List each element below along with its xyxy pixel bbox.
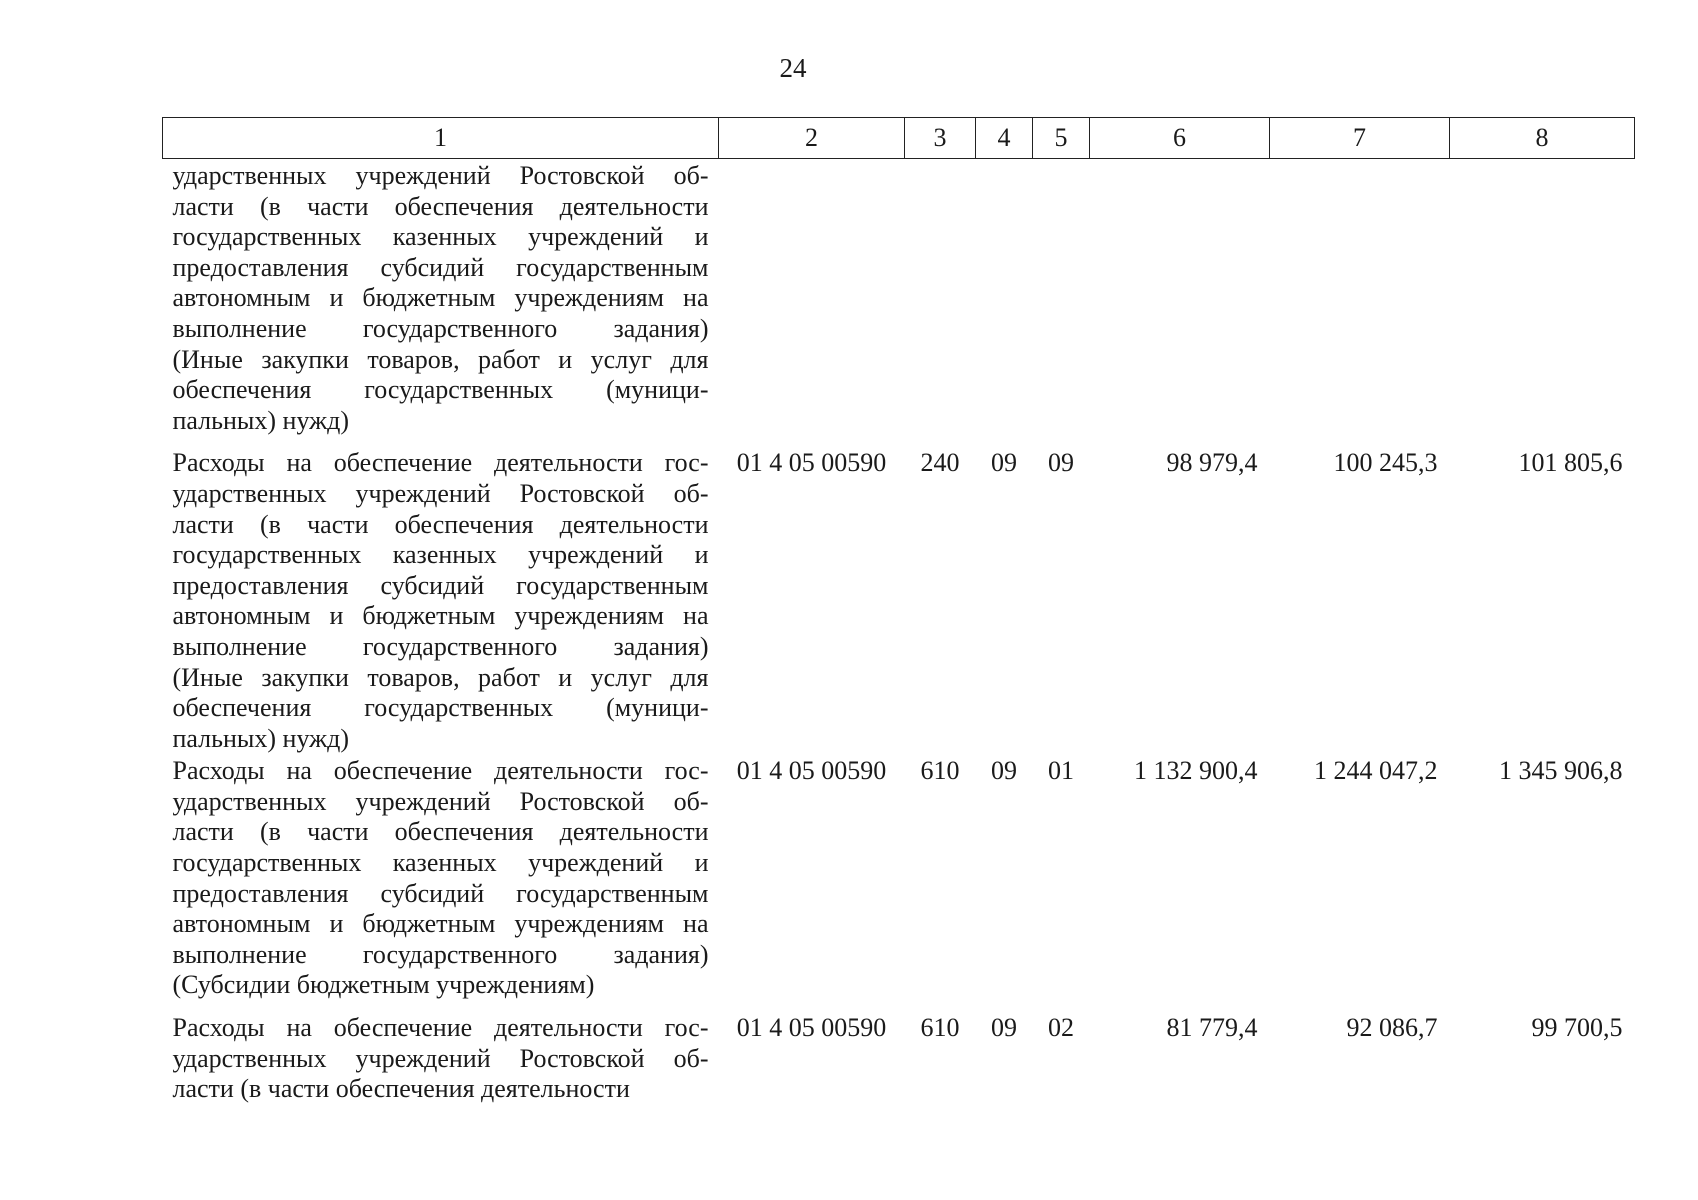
description-line: (Субсидии бюджетным учреждениям) (172, 970, 595, 1000)
amount-year-3 (1450, 159, 1635, 449)
amount-year-2 (1270, 159, 1450, 449)
description-line: государственных казенных учреждений и (172, 540, 709, 570)
description-line: Расходы на обеспечение деятельности гос- (172, 448, 709, 478)
section-code (976, 159, 1033, 449)
description-line: пальных) нужд) (172, 723, 349, 753)
table-row (163, 1013, 1635, 1105)
subsection-code (1033, 159, 1090, 449)
header-row (163, 118, 1635, 159)
table-row (163, 448, 1635, 756)
section-code: 09 (991, 448, 1017, 478)
page-number: 24 (779, 53, 807, 83)
amount-year-2: 100 245,3 (1333, 448, 1438, 478)
header-col-4: 4 (976, 118, 1033, 159)
description-line: автономным и бюджетным учреждениям на (172, 601, 709, 631)
header-col-2: 2 (719, 118, 905, 159)
amount-year-2: 92 086,7 (1346, 1013, 1438, 1043)
amount-year-3: 99 700,5 (1531, 1013, 1623, 1043)
row-description (163, 756, 719, 1013)
expense-type-code: 240 (920, 448, 960, 478)
amount-year-1: 98 979,4 (1166, 448, 1258, 478)
description-line: предоставления субсидий государственным (172, 252, 709, 282)
header-col-1: 1 (163, 118, 719, 159)
amount-year-1: 1 132 900,4 (1134, 756, 1258, 786)
budget-table-container (162, 117, 1634, 1105)
budget-table (162, 117, 1635, 1105)
table-row (163, 159, 1635, 449)
target-article-code: 01 4 05 00590 (736, 1013, 887, 1043)
description-line: (Иные закупки товаров, работ и услуг для (172, 662, 709, 692)
description-line: ударственных учреждений Ростовской об- (172, 478, 709, 508)
description-line: выполнение государственного задания) (172, 939, 709, 969)
table-row (163, 756, 1635, 1013)
row-description (163, 1013, 719, 1105)
description-line: выполнение государственного задания) (172, 313, 709, 343)
description-line: автономным и бюджетным учреждениям на (172, 909, 709, 939)
description-line: ласти (в части обеспечения деятельности (172, 191, 709, 221)
description-line: предоставления субсидий государственным (172, 878, 709, 908)
table-header (163, 118, 1635, 159)
header-col-8: 8 (1450, 118, 1635, 159)
target-article-code: 01 4 05 00590 (736, 448, 887, 478)
description-line: обеспечения государственных (муници- (172, 375, 709, 405)
subsection-code: 02 (1048, 1013, 1074, 1043)
description-line: государственных казенных учреждений и (172, 848, 709, 878)
amount-year-2: 1 244 047,2 (1314, 756, 1438, 786)
description-line: пальных) нужд) (172, 405, 349, 435)
section-code: 09 (991, 756, 1017, 786)
target-article-code (719, 159, 905, 449)
amount-year-3: 1 345 906,8 (1499, 756, 1623, 786)
header-col-7: 7 (1270, 118, 1450, 159)
header-col-6: 6 (1090, 118, 1270, 159)
header-col-5: 5 (1033, 118, 1090, 159)
description-line: государственных казенных учреждений и (172, 222, 709, 252)
description-line: ударственных учреждений Ростовской об- (172, 161, 709, 190)
description-line: выполнение государственного задания) (172, 631, 709, 661)
amount-year-1: 81 779,4 (1166, 1013, 1258, 1043)
amount-year-1 (1090, 159, 1270, 449)
row-description (163, 448, 719, 756)
row-description (163, 159, 719, 449)
description-line: ласти (в части обеспечения деятельности (172, 509, 709, 539)
description-line: ласти (в части обеспечения деятельности (172, 817, 709, 847)
header-col-3: 3 (905, 118, 976, 159)
description-line: (Иные закупки товаров, работ и услуг для (172, 344, 709, 374)
description-line: ударственных учреждений Ростовской об- (172, 786, 709, 816)
table-body (163, 159, 1635, 1105)
description-line: Расходы на обеспечение деятельности гос- (172, 756, 709, 786)
expense-type-code (905, 159, 976, 449)
amount-year-3: 101 805,6 (1518, 448, 1623, 478)
description-line: предоставления субсидий государственным (172, 570, 709, 600)
target-article-code: 01 4 05 00590 (736, 756, 887, 786)
section-code: 09 (991, 1013, 1017, 1043)
subsection-code: 01 (1048, 756, 1074, 786)
expense-type-code: 610 (920, 756, 960, 786)
expense-type-code: 610 (920, 1013, 960, 1043)
subsection-code: 09 (1048, 448, 1074, 478)
description-line: Расходы на обеспечение деятельности гос- (172, 1013, 709, 1043)
description-line: обеспечения государственных (муници- (172, 693, 709, 723)
description-line: ударственных учреждений Ростовской об- (172, 1043, 709, 1073)
description-line: автономным и бюджетным учреждениям на (172, 283, 709, 313)
description-line: ласти (в части обеспечения деятельности (172, 1074, 630, 1104)
